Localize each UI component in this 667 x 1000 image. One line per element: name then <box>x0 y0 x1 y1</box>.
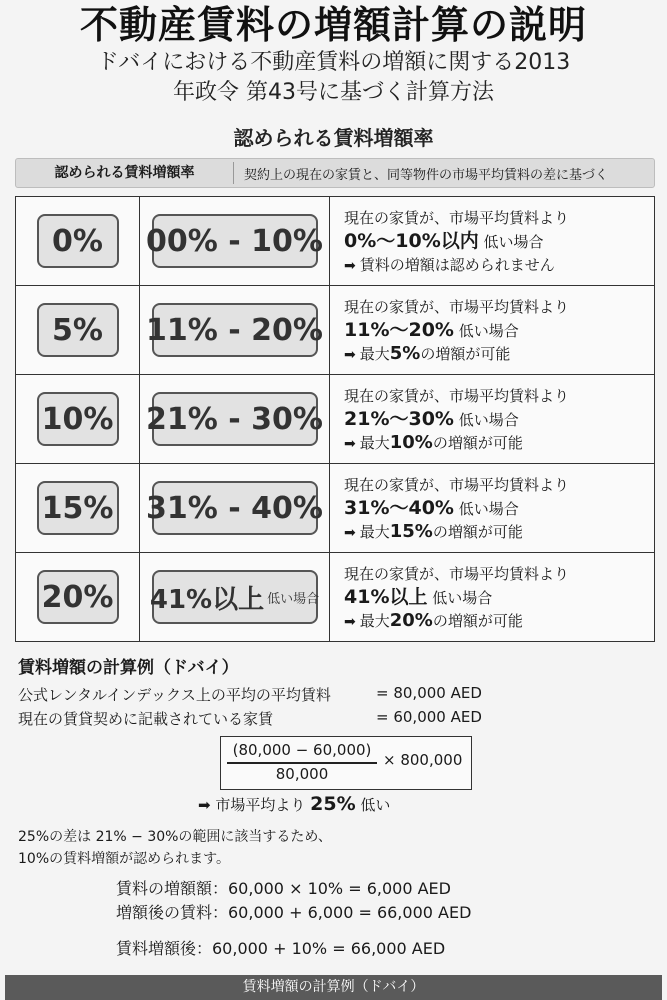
range-note: 低い場合 <box>267 591 320 607</box>
result-prefix: 最大 <box>359 612 390 630</box>
desc-low: 低い場合 <box>458 500 519 518</box>
rate-badge: 0% <box>37 214 119 268</box>
row-description <box>330 286 654 374</box>
section-title: 認められる賃料増額率 <box>233 126 434 150</box>
arrow-icon: ➡ <box>344 525 356 541</box>
result-suffix: の増額が可能 <box>420 345 511 363</box>
explanation-line: 10%の賃料増額が認められます。 <box>18 851 230 867</box>
desc-range: 21%〜30% <box>344 408 454 430</box>
desc-low: 低い場合 <box>432 589 493 607</box>
explanation <box>18 826 332 870</box>
row-description <box>330 197 654 285</box>
current-rent-value: = 60,000 AED <box>376 708 482 726</box>
market-rent-line <box>18 684 482 705</box>
page-subtitle <box>0 48 667 108</box>
market-rent-value: = 80,000 AED <box>376 684 482 702</box>
header-rate-column: 認められる賃料増額率 <box>16 162 234 184</box>
after-increase-calc: 賃料増額後：60,000 + 10% = 66,000 AED <box>116 939 446 958</box>
rate-badge: 5% <box>37 303 119 357</box>
fraction-denominator: 80,000 <box>275 765 329 783</box>
table-header <box>15 158 655 188</box>
desc-low: 低い場合 <box>458 322 519 340</box>
current-rent-line <box>18 708 482 729</box>
desc-range: 31%〜40% <box>344 497 454 519</box>
example-title: 賃料増額の計算例（ドバイ） <box>18 658 239 678</box>
subtitle-line: 年政令 第43号に基づく計算方法 <box>173 80 494 105</box>
table-row <box>16 197 654 286</box>
market-rent-label: 公式レンタルインデックス上の平均の平均賃料 <box>18 686 331 704</box>
result-suffix: の増額が可能 <box>432 523 523 541</box>
result-prefix: 市場平均より <box>215 796 306 814</box>
desc-low: 低い場合 <box>458 411 519 429</box>
row-description <box>330 553 654 641</box>
difference-result <box>198 793 390 815</box>
formula-box <box>220 736 472 790</box>
table-row <box>16 464 654 553</box>
desc-line: 現在の家賃が、市場平均賃料より <box>344 298 570 316</box>
current-rent-label: 現在の賃貸契めに記載されている家賃 <box>18 710 274 728</box>
header-basis-column: 契約上の現在の家賃と、同等物件の市場平均賃料の差に基づく <box>244 167 609 183</box>
new-rent-calc: 増額後の賃料：60,000 + 6,000 = 66,000 AED <box>116 903 472 922</box>
range-badge: 11% - 20% <box>152 303 318 357</box>
desc-line: 現在の家賃が、市場平均賃料より <box>344 565 570 583</box>
increase-amount-calc: 賃料の増額額：60,000 × 10% = 6,000 AED <box>116 879 451 898</box>
row-description <box>330 375 654 463</box>
desc-line: 現在の家賃が、市場平均賃料より <box>344 476 570 494</box>
explanation-line: 25%の差は 21% − 30%の範囲に該当するため、 <box>18 829 332 845</box>
arrow-icon: ➡ <box>198 796 211 814</box>
range-badge <box>149 570 320 624</box>
desc-range: 0%〜10%以内 <box>344 230 479 252</box>
arrow-icon: ➡ <box>344 347 356 363</box>
arrow-icon: ➡ <box>344 258 356 274</box>
rate-badge: 10% <box>37 392 119 446</box>
result-value: 5% <box>389 343 421 364</box>
result-text: 賃料の増額は認められません <box>359 256 555 274</box>
fraction-bar <box>227 762 377 764</box>
fraction-numerator: (80,000 − 60,000) <box>232 741 372 759</box>
page-title: 不動産賃料の増額計算の説明 <box>79 3 587 47</box>
result-suffix: 低い <box>360 796 391 814</box>
desc-line: 現在の家賃が、市場平均賃料より <box>344 209 570 227</box>
desc-low: 低い場合 <box>483 233 544 251</box>
result-suffix: の増額が可能 <box>432 612 523 630</box>
result-suffix: の増額が可能 <box>432 434 523 452</box>
table-row <box>16 375 654 464</box>
rate-table <box>15 196 655 642</box>
desc-line: 現在の家賃が、市場平均賃料より <box>344 387 570 405</box>
desc-range: 11%〜20% <box>344 319 454 341</box>
desc-range: 41%以上 <box>344 586 428 608</box>
subtitle-line: ドバイにおける不動産賃料の増額に関する2013 <box>96 50 571 75</box>
range-badge: 21% - 30% <box>152 392 318 446</box>
result-value: 25% <box>310 793 356 815</box>
table-row <box>16 553 654 641</box>
rate-badge: 20% <box>37 570 119 624</box>
range-value: 41%以上 <box>149 584 265 615</box>
rate-badge: 15% <box>37 481 119 535</box>
result-value: 15% <box>389 521 433 542</box>
result-prefix: 最大 <box>359 434 390 452</box>
row-description <box>330 464 654 552</box>
result-value: 10% <box>389 432 433 453</box>
range-badge: 00% - 10% <box>152 214 318 268</box>
footer-bar: 賃料増額の計算例（ドバイ） <box>5 975 662 1000</box>
arrow-icon: ➡ <box>344 436 356 452</box>
result-value: 20% <box>389 610 433 631</box>
arrow-icon: ➡ <box>344 614 356 630</box>
result-prefix: 最大 <box>359 345 390 363</box>
range-badge: 31% - 40% <box>152 481 318 535</box>
fraction-multiplier: × 800,000 <box>383 751 463 769</box>
result-prefix: 最大 <box>359 523 390 541</box>
table-row <box>16 286 654 375</box>
